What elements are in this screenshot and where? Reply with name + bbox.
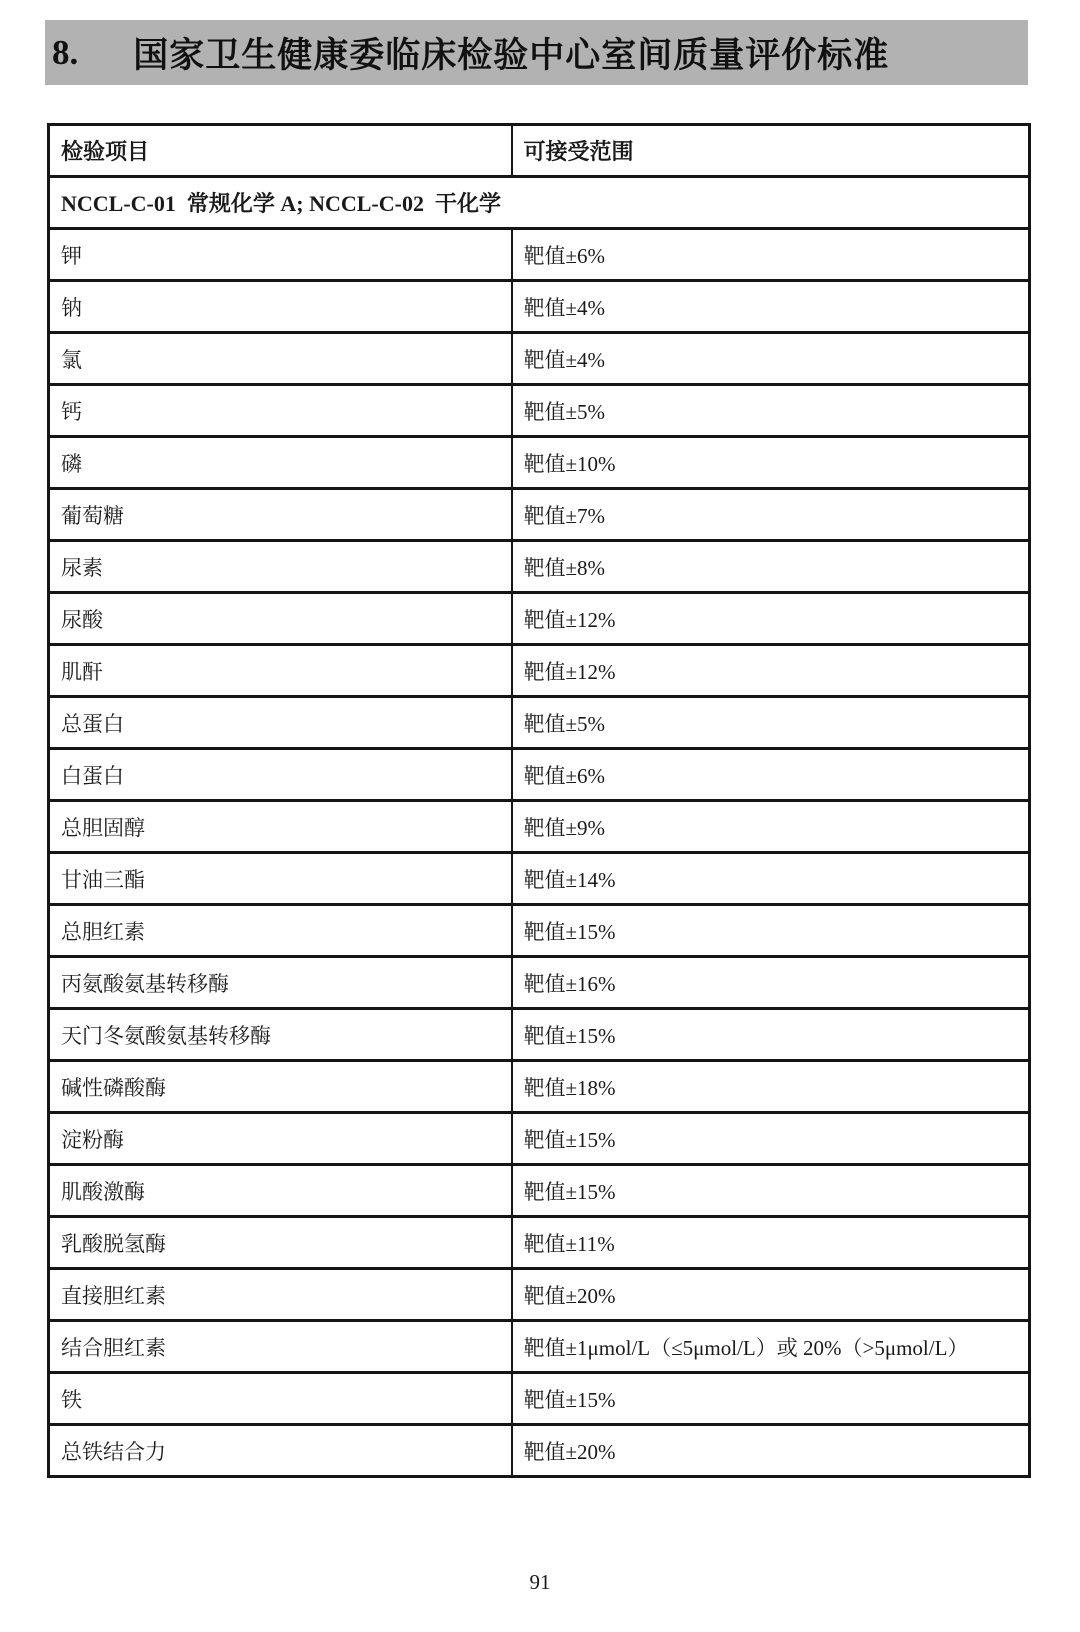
test-item-cell: 天门冬氨酸氨基转移酶 xyxy=(49,1009,512,1061)
test-item-cell: 结合胆红素 xyxy=(49,1321,512,1373)
column-header-acceptable-range: 可接受范围 xyxy=(512,125,1030,177)
table-row xyxy=(49,1321,1030,1373)
test-item-cell: 乳酸脱氢酶 xyxy=(49,1217,512,1269)
table-row xyxy=(49,489,1030,541)
test-item-cell: 丙氨酸氨基转移酶 xyxy=(49,957,512,1009)
acceptable-range-cell: 靶值±9% xyxy=(512,801,1030,853)
acceptable-range-cell: 靶值±15% xyxy=(512,1009,1030,1061)
test-item-cell: 尿素 xyxy=(49,541,512,593)
column-header-test-item: 检验项目 xyxy=(49,125,512,177)
test-item-cell: 磷 xyxy=(49,437,512,489)
table-row xyxy=(49,905,1030,957)
table-header-row xyxy=(49,125,1030,177)
table-section-label: NCCL-C-01 常规化学 A; NCCL-C-02 干化学 xyxy=(49,177,1030,229)
table-row xyxy=(49,541,1030,593)
acceptable-range-cell: 靶值±15% xyxy=(512,905,1030,957)
table-row xyxy=(49,1217,1030,1269)
test-item-cell: 淀粉酶 xyxy=(49,1113,512,1165)
table-row xyxy=(49,281,1030,333)
section-heading xyxy=(45,20,1028,85)
test-item-cell: 肌酸激酶 xyxy=(49,1165,512,1217)
acceptable-range-cell: 靶值±16% xyxy=(512,957,1030,1009)
acceptable-range-cell: 靶值±7% xyxy=(512,489,1030,541)
test-item-cell: 钙 xyxy=(49,385,512,437)
table-row xyxy=(49,1373,1030,1425)
acceptable-range-cell: 靶值±14% xyxy=(512,853,1030,905)
acceptable-range-cell: 靶值±20% xyxy=(512,1425,1030,1477)
qc-standards-table xyxy=(47,123,1031,1478)
table-row xyxy=(49,1009,1030,1061)
table-row xyxy=(49,801,1030,853)
table-row xyxy=(49,1113,1030,1165)
table-row xyxy=(49,1425,1030,1477)
table-row xyxy=(49,697,1030,749)
table-row xyxy=(49,1269,1030,1321)
acceptable-range-cell: 靶值±6% xyxy=(512,229,1030,281)
table-row xyxy=(49,333,1030,385)
acceptable-range-cell: 靶值±5% xyxy=(512,697,1030,749)
table-row xyxy=(49,593,1030,645)
table-row xyxy=(49,749,1030,801)
page-title: 国家卫生健康委临床检验中心室间质量评价标准 xyxy=(133,35,890,75)
table-body xyxy=(49,177,1030,1477)
test-item-cell: 总蛋白 xyxy=(49,697,512,749)
section-number: 8. xyxy=(52,32,79,72)
test-item-cell: 铁 xyxy=(49,1373,512,1425)
acceptable-range-cell: 靶值±20% xyxy=(512,1269,1030,1321)
test-item-cell: 直接胆红素 xyxy=(49,1269,512,1321)
acceptable-range-cell: 靶值±5% xyxy=(512,385,1030,437)
test-item-cell: 钠 xyxy=(49,281,512,333)
acceptable-range-cell: 靶值±15% xyxy=(512,1113,1030,1165)
test-item-cell: 甘油三酯 xyxy=(49,853,512,905)
acceptable-range-cell: 靶值±12% xyxy=(512,645,1030,697)
table-row xyxy=(49,1165,1030,1217)
test-item-cell: 肌酐 xyxy=(49,645,512,697)
test-item-cell: 碱性磷酸酶 xyxy=(49,1061,512,1113)
acceptable-range-cell: 靶值±1μmol/L（≤5μmol/L）或 20%（>5μmol/L） xyxy=(512,1321,1030,1373)
test-item-cell: 葡萄糖 xyxy=(49,489,512,541)
table-row xyxy=(49,645,1030,697)
page-number: 91 xyxy=(529,1570,551,1594)
table-row xyxy=(49,853,1030,905)
table-section-row xyxy=(49,177,1030,229)
table-row xyxy=(49,437,1030,489)
test-item-cell: 尿酸 xyxy=(49,593,512,645)
test-item-cell: 总胆固醇 xyxy=(49,801,512,853)
acceptable-range-cell: 靶值±15% xyxy=(512,1165,1030,1217)
acceptable-range-cell: 靶值±12% xyxy=(512,593,1030,645)
test-item-cell: 钾 xyxy=(49,229,512,281)
acceptable-range-cell: 靶值±4% xyxy=(512,333,1030,385)
table-row xyxy=(49,1061,1030,1113)
table-row xyxy=(49,229,1030,281)
acceptable-range-cell: 靶值±15% xyxy=(512,1373,1030,1425)
table-row xyxy=(49,385,1030,437)
acceptable-range-cell: 靶值±18% xyxy=(512,1061,1030,1113)
test-item-cell: 总铁结合力 xyxy=(49,1425,512,1477)
test-item-cell: 白蛋白 xyxy=(49,749,512,801)
table-row xyxy=(49,957,1030,1009)
acceptable-range-cell: 靶值±10% xyxy=(512,437,1030,489)
test-item-cell: 氯 xyxy=(49,333,512,385)
acceptable-range-cell: 靶值±4% xyxy=(512,281,1030,333)
acceptable-range-cell: 靶值±11% xyxy=(512,1217,1030,1269)
acceptable-range-cell: 靶值±8% xyxy=(512,541,1030,593)
acceptable-range-cell: 靶值±6% xyxy=(512,749,1030,801)
test-item-cell: 总胆红素 xyxy=(49,905,512,957)
